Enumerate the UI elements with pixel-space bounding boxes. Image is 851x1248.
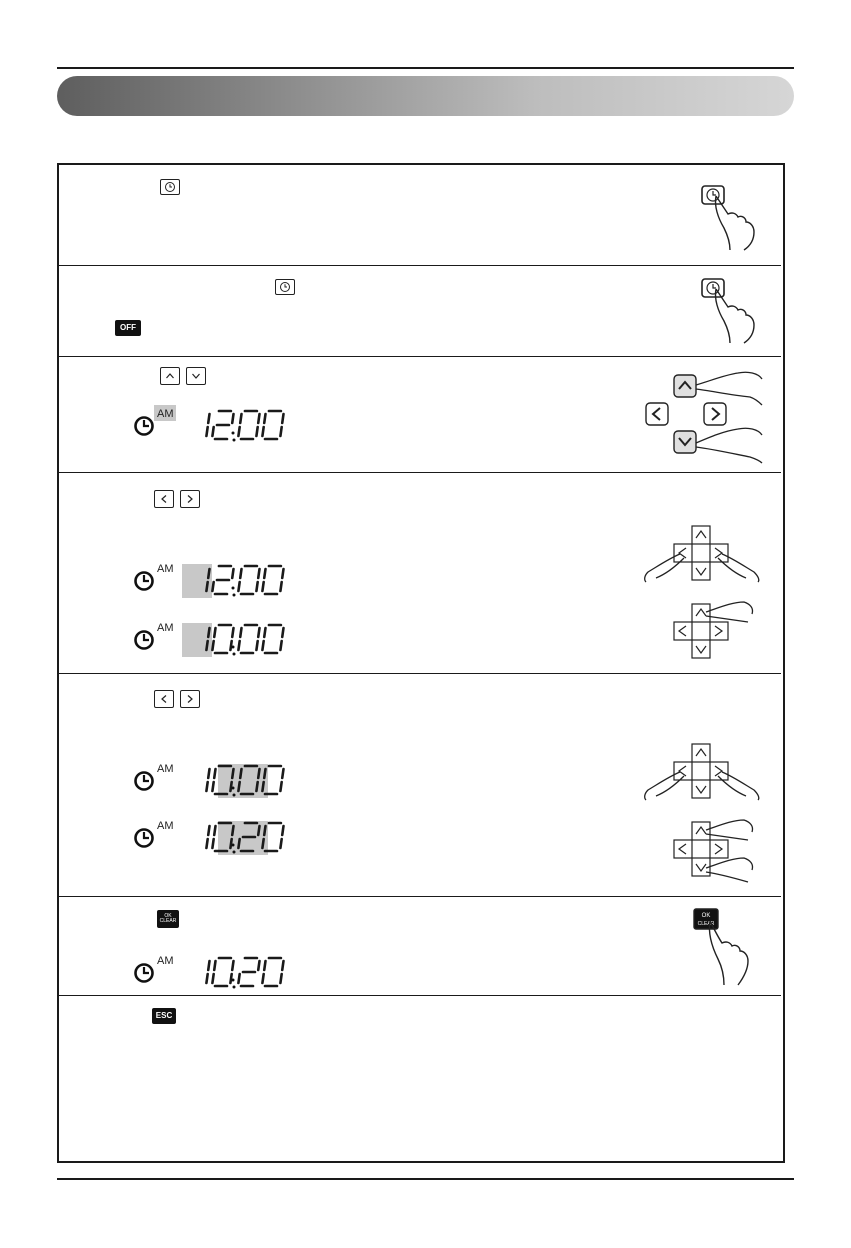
segment (264, 769, 265, 778)
segment (280, 582, 281, 591)
segment (206, 782, 207, 791)
segment (208, 961, 209, 970)
arrow-pad-up-press-icon (660, 600, 760, 662)
segment (280, 427, 281, 436)
segment (214, 961, 215, 970)
segment (212, 974, 213, 983)
colon-dot (232, 587, 235, 590)
segment (232, 826, 233, 835)
segment (264, 569, 265, 578)
left-arrow-icon (154, 690, 174, 708)
clock-display (132, 950, 302, 994)
colon-dot (233, 794, 236, 797)
segment (230, 974, 231, 983)
clock-hands (144, 575, 149, 581)
segment (240, 628, 241, 637)
segment (208, 569, 209, 578)
colon-dot (233, 594, 236, 597)
segment (208, 414, 209, 423)
right-arrow-icon (180, 490, 200, 508)
colon-dot (232, 646, 235, 649)
segment (208, 769, 209, 778)
hand-press-timer-icon (694, 275, 766, 345)
clock-hands (144, 634, 149, 640)
segment (280, 782, 281, 791)
step-separator (59, 472, 781, 473)
svg-text:CLEAR: CLEAR (697, 921, 715, 927)
right-arrow-icon (180, 690, 200, 708)
segment (258, 569, 259, 578)
segment (262, 974, 263, 983)
segment (232, 961, 233, 970)
clock-hands (144, 420, 149, 426)
segment (282, 414, 283, 423)
section-title-banner (57, 76, 794, 116)
segment (214, 628, 215, 637)
segment (258, 826, 259, 835)
hand-press-timer-icon (694, 182, 766, 252)
segment (256, 782, 257, 791)
colon-dot (232, 844, 235, 847)
segment (238, 974, 239, 983)
segment (214, 769, 215, 778)
segment (206, 974, 207, 983)
segment (208, 826, 209, 835)
step-separator (59, 995, 781, 996)
ampm-label: AM (157, 408, 174, 420)
segment (258, 414, 259, 423)
timer-button-icon (275, 279, 295, 295)
segment (282, 961, 283, 970)
segment (240, 769, 241, 778)
segment (232, 414, 233, 423)
segment (208, 628, 209, 637)
segment (256, 582, 257, 591)
segment (262, 839, 263, 848)
segment (264, 826, 265, 835)
segment (240, 569, 241, 578)
colon-dot (233, 851, 236, 854)
segment (238, 641, 239, 650)
segment (282, 826, 283, 835)
segment (282, 628, 283, 637)
segment (258, 769, 259, 778)
segment (280, 974, 281, 983)
segment (212, 839, 213, 848)
segment (238, 839, 239, 848)
segment (230, 839, 231, 848)
segment (206, 582, 207, 591)
up-arrow-icon (160, 367, 180, 385)
segment (256, 427, 257, 436)
down-arrow-icon (186, 367, 206, 385)
step-separator (59, 265, 781, 266)
step-separator (59, 896, 781, 897)
segment (240, 414, 241, 423)
segment (262, 782, 263, 791)
colon-dot (233, 653, 236, 656)
segment (212, 582, 213, 591)
arrow-pad-left-right-icon (640, 740, 765, 810)
hand-press-ok-clear-icon (690, 907, 760, 987)
off-button-icon: OFF (115, 320, 141, 336)
clock-hands (144, 967, 149, 973)
clock-display (132, 558, 302, 602)
segment (230, 782, 231, 791)
segment (264, 628, 265, 637)
arrow-pad-left-right-icon (640, 522, 765, 592)
step-separator (59, 356, 781, 357)
ampm-label: AM (157, 563, 174, 575)
colon-dot (233, 439, 236, 442)
ampm-label: AM (157, 763, 174, 775)
arrow-pad-up-down-press-icon (660, 818, 760, 886)
segment (258, 961, 259, 970)
ampm-label: AM (157, 820, 174, 832)
segment (258, 628, 259, 637)
segment (280, 839, 281, 848)
svg-text:OK: OK (701, 913, 711, 919)
clock-display (132, 617, 302, 661)
arrow-pad-up-down-icon (640, 365, 765, 465)
timer-button-icon (160, 179, 180, 195)
segment (238, 427, 239, 436)
segment (256, 641, 257, 650)
clock-hands (144, 775, 149, 781)
step-separator (59, 673, 781, 674)
segment (232, 769, 233, 778)
segment (282, 569, 283, 578)
segment (206, 427, 207, 436)
segment (262, 427, 263, 436)
segment (206, 839, 207, 848)
segment (232, 569, 233, 578)
bottom-rule (57, 1178, 794, 1180)
colon-dot (232, 432, 235, 435)
segment (212, 427, 213, 436)
segment (212, 782, 213, 791)
segment (238, 782, 239, 791)
segment (262, 582, 263, 591)
ampm-label: AM (157, 622, 174, 634)
esc-button-icon: ESC (152, 1008, 176, 1024)
segment (212, 641, 213, 650)
segment (280, 641, 281, 650)
segment (230, 641, 231, 650)
top-rule (57, 67, 794, 69)
colon-dot (232, 787, 235, 790)
clock-display (132, 815, 302, 859)
segment (206, 641, 207, 650)
colon-dot (233, 986, 236, 989)
segment (232, 628, 233, 637)
ok-clear-button-icon: OK CLEAR (157, 910, 179, 928)
segment (262, 641, 263, 650)
clock-hands (144, 832, 149, 838)
segment (264, 961, 265, 970)
ampm-label: AM (157, 955, 174, 967)
segment (282, 769, 283, 778)
segment (264, 414, 265, 423)
segment (238, 582, 239, 591)
clock-display (132, 758, 302, 802)
left-arrow-icon (154, 490, 174, 508)
clock-display (132, 403, 302, 447)
colon-dot (232, 979, 235, 982)
segment (214, 826, 215, 835)
